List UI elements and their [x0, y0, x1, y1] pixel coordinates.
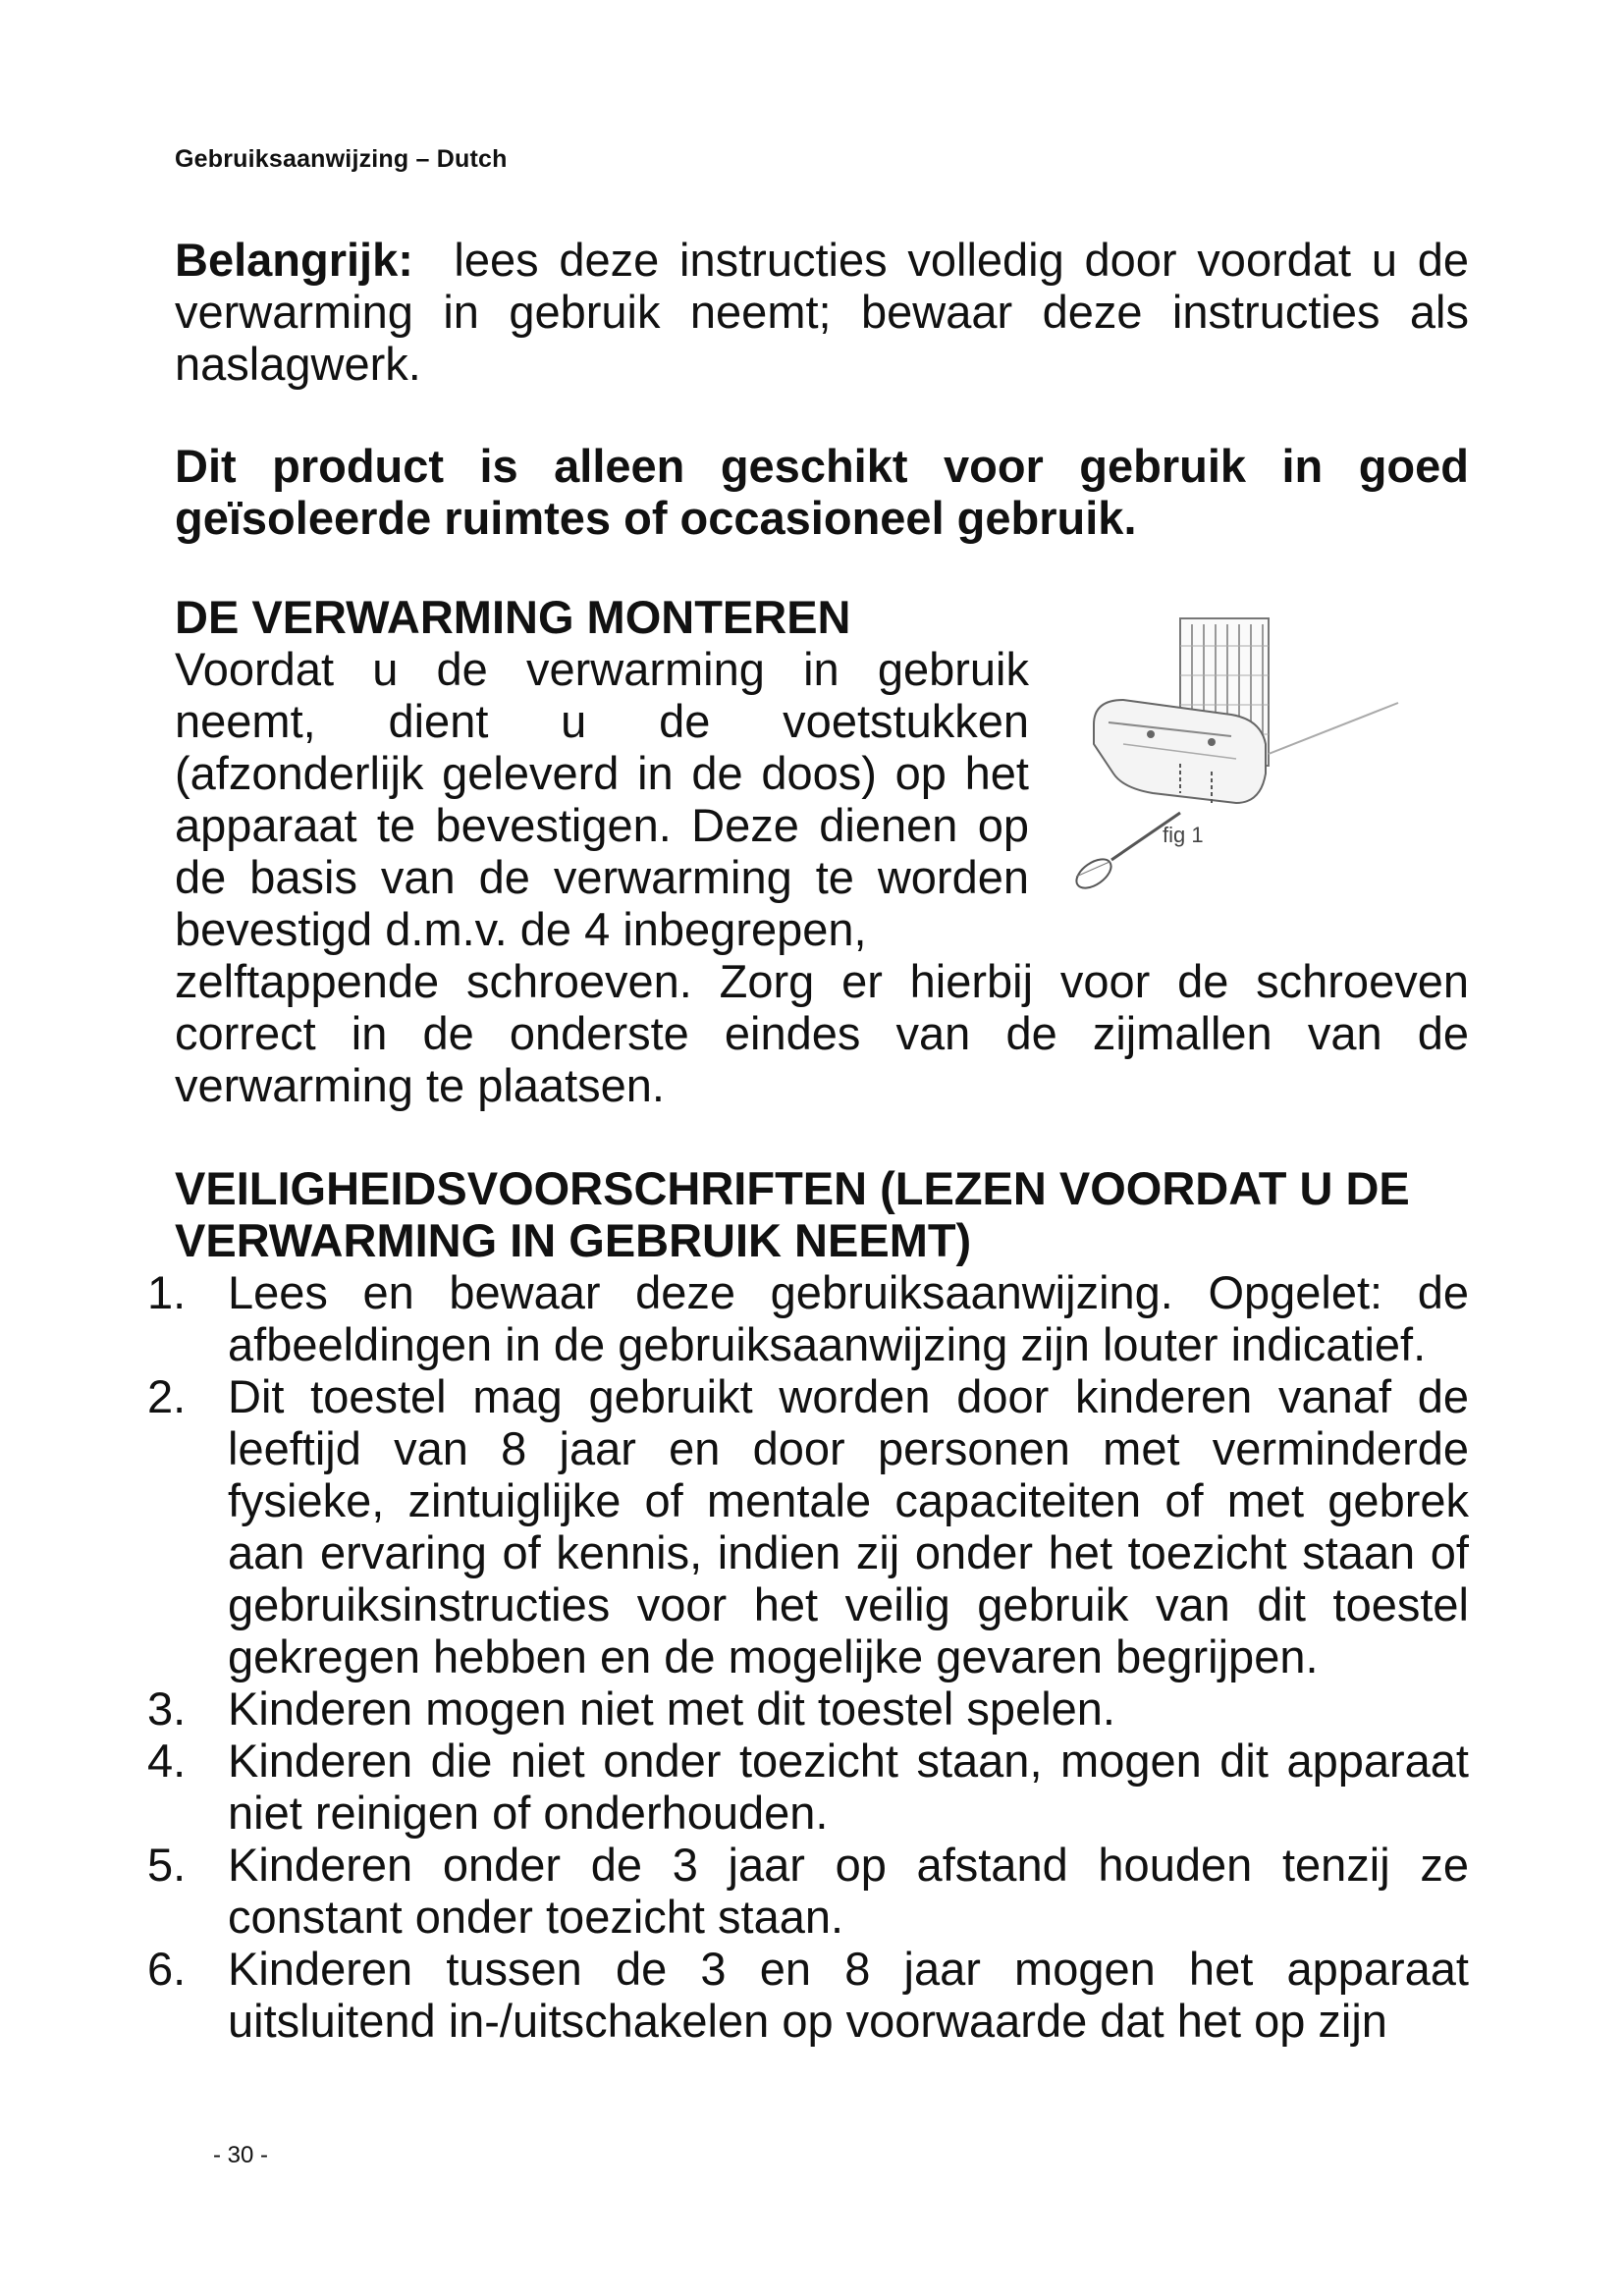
list-item: 4. Kinderen die niet onder toezicht staan, mogen dit apparaat niet reinigen of onderhouden. [147, 1735, 1469, 1839]
safety-list [147, 1266, 1469, 2047]
figure-label: fig 1 [1163, 823, 1204, 847]
list-item: 6. Kinderen tussen de 3 en 8 jaar mogen het apparaat uitsluitend in-/uitschakelen op voorwaarde dat het op zijn [147, 1943, 1469, 2047]
notice-paragraph: Dit product is alleen geschikt voor gebruik in goed geïsoleerde ruimtes of occasioneel gebruik. [175, 440, 1469, 544]
screwdriver-handle [1071, 854, 1115, 894]
assembly-text-part2: zelftappende schroeven. Zorg er hierbij voor de schroeven correct in de onderste eindes van de zijmallen van de verwarming te plaatsen. [175, 955, 1469, 1111]
floor-line [1269, 703, 1398, 754]
page-header: Gebruiksaanwijzing – Dutch [175, 145, 508, 173]
intro-strong: Belangrijk: [175, 234, 413, 286]
fig-1-illustration [1064, 607, 1406, 907]
page-number: - 30 - [213, 2142, 269, 2168]
list-item: 3. Kinderen mogen niet met dit toestel spelen. [147, 1682, 1115, 1735]
assembly-text-part1: Voordat u de verwarming in gebruik neemt, dient u de voetstukken (afzonderlijk geleverd in de doos) op het apparaat te bevestigen. Deze dienen op de basis van de verwarming te worden bevestigd d.m.v. de 4 inbegrepen, [175, 643, 1029, 955]
list-item: 5. Kinderen onder de 3 jaar op afstand houden tenzij ze constant onder toezicht staan. [147, 1839, 1469, 1943]
list-item: 2. Dit toestel mag gebruikt worden door kinderen vanaf de leeftijd van 8 jaar en door personen met verminderde fysieke, zintuiglijke of mentale capaciteiten of met gebrek aan ervaring of kennis, indien zij onder het toezicht staan of gebruiksinstructies voor het veilig gebruik van dit toestel gekregen hebben en de mogelijke gevaren begrijpen. [147, 1370, 1469, 1682]
assembly-title: DE VERWARMING MONTEREN [175, 591, 851, 643]
intro-text: lees deze instructies volledig door voordat u de verwarming in gebruik neemt; bewaar deze instructies als naslagwerk. [175, 234, 1469, 390]
safety-title: VEILIGHEIDSVOORSCHRIFTEN (LEZEN VOORDAT U DE VERWARMING IN GEBRUIK NEEMT) [175, 1162, 1410, 1266]
list-item: 1. Lees en bewaar deze gebruiksaanwijzing. Opgelet: de afbeeldingen in de gebruiksaanwijzing zijn louter indicatief. [147, 1266, 1469, 1370]
intro-paragraph [175, 234, 1469, 390]
